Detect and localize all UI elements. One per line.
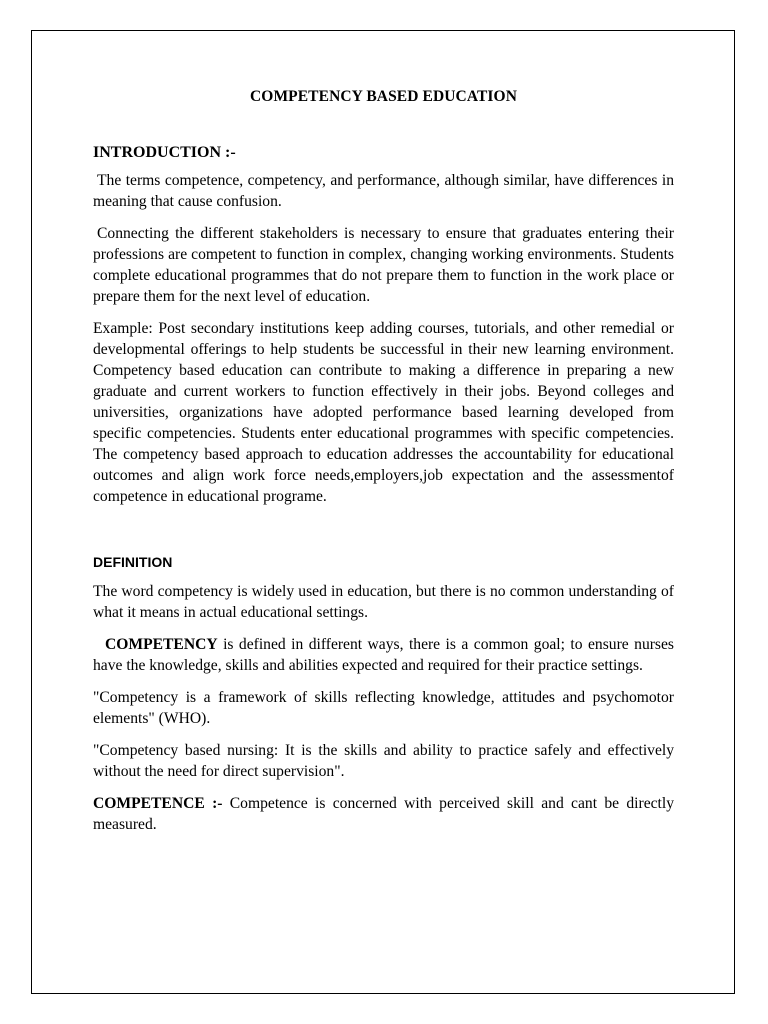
competency-term: COMPETENCY (105, 636, 218, 653)
definition-heading: DEFINITION (93, 554, 173, 570)
competence-term: COMPETENCE :- (93, 795, 223, 812)
competency-definition-paragraph (93, 634, 674, 676)
competency-text: is defined in different ways, there is a common goal; to ensure nurses have the knowledge, skills and abilities expected and required for their practice settings. (93, 636, 674, 674)
nursing-quote-paragraph: "Competency based nursing: It is the skills and ability to practice safely and effectively without the need for direct supervision". (93, 742, 674, 780)
introduction-heading: INTRODUCTION :- (93, 144, 236, 161)
who-quote-paragraph: "Competency is a framework of skills reflecting knowledge, attitudes and psychomotor elements" (WHO). (93, 689, 674, 727)
document-body (93, 88, 674, 846)
document-title: COMPETENCY BASED EDUCATION (250, 88, 517, 105)
intro-paragraph-1: The terms competence, competency, and performance, although similar, have differences in meaning that cause confusion. (93, 172, 674, 210)
intro-paragraph-2: Connecting the different stakeholders is necessary to ensure that graduates entering their professions are competent to function in complex, changing working environments. Students complete educational programmes that do not prepare them to function in the work place or prepare them for the next level of education. (93, 225, 674, 305)
definition-paragraph-1: The word competency is widely used in education, but there is no common understanding of what it means in actual educational settings. (93, 583, 674, 621)
intro-paragraph-example: Example: Post secondary institutions keep adding courses, tutorials, and other remedial or developmental offerings to help students be successful in their new learning environment. Competency based education can contribute to making a difference in preparing a new graduate and current workers to function effectively in their jobs. Beyond colleges and universities, organizations have adopted performance based learning developed from specific competencies. Students enter educational programmes with specific competencies. The competency based approach to education addresses the accountability for educational outcomes and align work force needs,employers,job expectation and the assessmentof competence in educational programe. (93, 320, 674, 505)
competence-text: Competence is concerned with perceived skill and cant be directly measured. (93, 795, 674, 833)
competence-definition-paragraph (93, 793, 674, 835)
